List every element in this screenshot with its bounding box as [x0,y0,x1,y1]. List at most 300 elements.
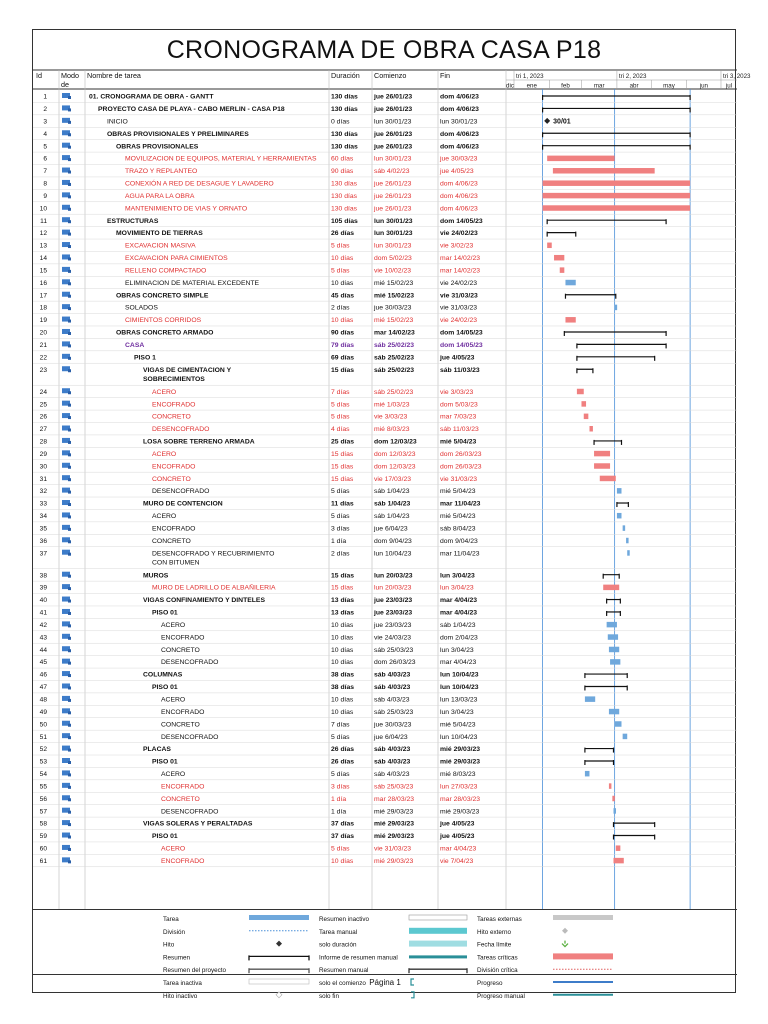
row-id: 42 [39,621,47,629]
task-mode-icon-arrow [68,320,71,323]
task-mode-icon-arrow [68,96,71,99]
task-name: VIGAS SOLERAS Y PERALTADAS [143,820,253,828]
header-mode: Modo [61,71,79,80]
task-end: dom 5/03/23 [440,401,478,409]
critical-task-bar [543,205,691,211]
task-duration: 7 días [331,388,350,396]
task-bar [617,488,622,494]
task-name: MURO DE LADRILLO DE ALBAÑILERIA [152,584,276,592]
task-mode-icon-arrow [68,404,71,407]
task-duration: 130 días [331,130,358,138]
task-end: vie 7/04/23 [440,857,474,865]
critical-task-bar [589,426,592,432]
task-duration: 10 días [331,621,354,629]
row-id: 12 [39,230,47,238]
task-end: mar 14/02/23 [440,267,481,275]
task-mode-icon-arrow [68,736,71,739]
row-id: 36 [39,537,47,545]
task-duration: 7 días [331,721,350,729]
task-start: dom 5/02/23 [374,255,412,263]
task-duration: 1 día [331,537,347,545]
task-name: ENCOFRADO [161,634,205,642]
task-duration: 10 días [331,708,354,716]
task-end: dom 4/06/23 [440,192,478,200]
row-id: 23 [39,366,47,374]
row-id: 15 [39,267,47,275]
task-start: sáb 4/03/23 [374,758,411,766]
task-duration: 15 días [331,584,354,592]
task-bar [613,808,616,814]
row-id: 21 [39,342,47,349]
task-start: dom 12/03/23 [374,463,416,471]
task-duration: 2 días [331,304,350,312]
task-end: vie 3/03/23 [440,388,474,396]
row-id: 8 [43,180,47,188]
task-name: PISO 01 [152,609,178,617]
task-name: OBRAS CONCRETO ARMADO [116,329,214,337]
legend-label-milestone: Hito [163,941,175,949]
task-start: mar 28/03/23 [374,795,415,803]
task-bar [609,647,619,653]
month-label: mar [593,82,605,90]
task-start: sáb 4/03/23 [374,696,410,704]
task-name: TRAZO Y REPLANTEO [125,168,198,176]
legend-label-finish-only: solo fin [319,992,339,1000]
task-duration: 10 días [331,255,354,263]
task-duration: 15 días [331,463,354,471]
row-id: 13 [39,242,47,250]
row-id: 44 [39,646,47,654]
task-end: mar 7/03/23 [440,413,477,421]
row-id: 45 [39,659,47,667]
task-mode-icon-arrow [68,233,71,236]
row-id: 20 [39,329,47,337]
task-duration: 130 días [331,205,358,213]
task-end: dom 4/06/23 [440,93,479,101]
row-id: 57 [39,808,47,816]
task-bar [609,709,619,715]
task-duration: 130 días [331,106,358,114]
task-duration: 5 días [331,845,350,853]
critical-task-bar [543,193,691,199]
task-start: jue 6/04/23 [374,733,408,741]
header-duration: Duración [331,71,360,80]
task-name: PISO 1 [134,354,156,362]
row-id: 30 [39,463,47,471]
task-start: mar 14/02/23 [374,329,415,337]
task-end: lun 30/01/23 [440,118,478,126]
task-mode-icon-arrow [68,416,71,419]
task-end: dom 4/06/23 [440,143,479,151]
task-duration: 130 días [331,93,358,101]
task-duration: 79 días [331,342,355,349]
critical-task-bar [584,414,589,420]
task-name: DESENCOFRADO Y RECUBRIMIENTO [152,550,275,558]
row-id: 19 [39,317,47,325]
task-name: ENCOFRADO [161,783,205,791]
task-name: VIGAS CONFINAMIENTO Y DINTELES [143,597,265,605]
task-start: jue 6/04/23 [374,525,408,533]
task-mode-icon-arrow [68,466,71,469]
task-duration: 1 día [331,808,347,816]
task-mode-icon-arrow [68,587,71,590]
critical-task-bar [553,168,655,174]
task-end: vie 24/02/23 [440,230,478,238]
task-duration: 10 días [331,646,354,654]
task-duration: 10 días [331,279,354,287]
task-start: sáb 25/03/23 [374,783,414,791]
row-id: 22 [39,354,47,362]
row-id: 4 [43,130,47,138]
task-end: dom 14/05/23 [440,217,483,225]
row-id: 5 [43,143,47,151]
task-end: mar 28/03/23 [440,795,481,803]
legend-swatch-inactive-milestone [276,992,282,998]
task-mode-icon-arrow [68,478,71,481]
month-label: abr [629,82,639,90]
task-mode-icon-arrow [68,491,71,494]
task-bar [565,280,575,286]
row-id: 18 [39,304,47,312]
task-start: jue 23/03/23 [374,609,413,617]
task-duration: 13 días [331,609,355,617]
legend-swatch-deadline [562,941,568,947]
task-start: jue 30/03/23 [374,304,412,312]
task-name: ACERO [161,771,186,779]
critical-task-bar [554,255,564,261]
task-mode-icon-arrow [68,108,71,111]
task-bar [627,550,630,556]
milestone-label: 30/01 [553,118,571,126]
quarter-label: tri 1, 2023 [516,73,544,80]
task-end: lun 3/04/23 [440,646,474,654]
task-duration: 130 días [331,143,358,151]
row-id: 40 [39,597,47,605]
task-name: MANTENIMIENTO DE VIAS Y ORNATO [125,205,248,213]
task-name: CONCRETO [152,537,191,545]
task-end: dom 26/03/23 [440,463,482,471]
task-duration: 0 días [331,118,350,126]
task-name: ENCOFRADO [161,708,205,716]
header-end: Fin [440,71,450,80]
task-start: lun 30/01/23 [374,242,412,250]
row-id: 6 [43,155,47,163]
task-end: dom 14/05/23 [440,342,483,349]
legend-label-manual-progress: Progreso manual [477,992,525,1000]
task-duration: 1 día [331,795,347,803]
task-start: mié 29/03/23 [374,833,415,841]
task-duration: 130 días [331,180,358,188]
legend-label-manual-summary: Resumen manual [319,967,369,975]
task-name: ENCOFRADO [152,525,196,533]
task-duration: 26 días [331,746,355,754]
task-mode-icon-arrow [68,860,71,863]
task-start: sáb 4/02/23 [374,168,410,176]
task-duration: 69 días [331,354,355,362]
task-name: CIMIENTOS CORRIDOS [125,317,202,325]
task-name: PLACAS [143,746,171,754]
task-end: vie 31/03/23 [440,304,478,312]
task-start: jue 30/03/23 [374,721,412,729]
task-name: CONCRETO [152,475,191,483]
task-mode-icon-arrow [68,761,71,764]
row-id: 28 [39,438,47,446]
task-duration: 60 días [331,155,354,163]
task-end: jue 4/05/23 [440,354,475,362]
task-duration: 90 días [331,329,355,337]
task-name: DESENCOFRADO [152,488,210,496]
task-duration: 2 días [331,550,350,558]
row-id: 27 [39,426,47,434]
task-start: mié 29/03/23 [374,820,415,828]
task-end: vie 3/02/23 [440,242,474,250]
task-duration: 105 días [331,217,358,225]
task-name: 01. CRONOGRAMA DE OBRA - GANTT [89,93,214,101]
task-end: sáb 1/04/23 [440,621,476,629]
task-name: MUROS [143,572,169,580]
task-duration: 26 días [331,758,355,766]
task-name: AGUA PARA LA OBRA [125,192,195,200]
task-mode-icon-arrow [68,540,71,543]
legend-swatch-inactive-summary [409,915,467,920]
row-id: 58 [39,820,47,828]
task-start: jue 26/01/23 [374,180,412,188]
task-start: lun 20/03/23 [374,584,412,592]
task-bar [585,696,595,702]
legend-label-critical: Tareas críticas [477,954,518,962]
critical-task-bar [565,317,575,323]
task-bar [617,513,622,519]
task-mode-icon-arrow [68,183,71,186]
task-name: LOSA SOBRE TERRENO ARMADA [143,438,255,446]
task-mode-icon-arrow [68,649,71,652]
critical-task-bar [594,451,610,457]
task-end: lun 10/04/23 [440,671,479,679]
task-mode-icon-arrow [68,332,71,335]
critical-task-bar [547,243,552,249]
task-name: PISO 01 [152,684,178,692]
task-mode-icon-arrow [68,295,71,298]
task-duration: 38 días [331,684,355,692]
critical-task-bar [581,401,586,407]
critical-task-bar [603,585,619,591]
row-id: 34 [39,513,47,521]
task-start: jue 26/01/23 [374,93,413,101]
legend-swatch-external-milestone [562,928,568,934]
task-mode-icon-arrow [68,749,71,752]
task-start: dom 12/03/23 [374,450,416,458]
row-id: 3 [43,118,47,126]
task-duration: 5 días [331,513,350,521]
task-start: sáb 25/02/23 [374,366,415,374]
task-duration: 5 días [331,242,350,250]
critical-task-bar [613,858,623,864]
task-end: vie 31/03/23 [440,475,478,483]
legend-label-deadline: Fecha límite [477,941,512,949]
task-name: ENCOFRADO [152,401,196,409]
task-name: ACERO [161,845,186,853]
task-start: mié 15/02/23 [374,279,414,287]
task-end: mié 29/03/23 [440,808,480,816]
critical-task-bar [600,476,616,482]
task-name: DESENCOFRADO [161,808,219,816]
row-id: 41 [39,609,47,617]
task-duration: 15 días [331,475,354,483]
critical-task-bar [547,156,614,162]
task-start: jue 26/01/23 [374,192,412,200]
task-end: dom 2/04/23 [440,634,478,642]
task-mode-icon-arrow [68,257,71,260]
task-mode-icon-arrow [68,133,71,136]
task-mode-icon-arrow [68,612,71,615]
task-start: dom 12/03/23 [374,438,417,446]
task-duration: 5 días [331,733,350,741]
task-end: mié 5/04/23 [440,721,476,729]
legend-swatch-critical [553,953,613,959]
task-end: mar 4/04/23 [440,609,478,617]
legend-swatch-task [249,915,309,920]
row-id: 9 [43,192,47,200]
task-name: ACERO [161,621,186,629]
task-name: RELLENO COMPACTADO [125,267,207,275]
task-end: lun 10/04/23 [440,684,479,692]
task-mode-icon-arrow [68,848,71,851]
task-end: lun 10/04/23 [440,733,478,741]
legend-swatch-milestone [276,941,282,947]
task-bar [623,525,626,531]
task-start: sáb 4/03/23 [374,746,411,754]
task-start: vie 24/03/23 [374,634,412,642]
task-start: jue 23/03/23 [374,621,412,629]
task-start: vie 31/03/23 [374,845,412,853]
task-mode-icon-arrow [68,208,71,211]
task-duration: 13 días [331,597,355,605]
legend-label-critical-split: División crítica [477,967,518,975]
task-name: SOLADOS [125,304,158,312]
task-end: lun 13/03/23 [440,696,478,704]
row-id: 35 [39,525,47,533]
critical-task-bar [543,180,691,186]
task-start: vie 10/02/23 [374,267,412,275]
task-start: lun 30/01/23 [374,230,413,238]
legend-label-inactive-summary: Resumen inactivo [319,916,370,923]
header-name: Nombre de tarea [87,71,141,80]
row-id: 29 [39,450,47,458]
task-start: sáb 4/03/23 [374,684,411,692]
task-end: mar 14/02/23 [440,255,481,263]
task-bar [623,734,628,740]
task-duration: 10 días [331,857,354,865]
task-mode-icon-arrow [68,171,71,174]
task-mode-icon-arrow [68,773,71,776]
task-duration: 5 días [331,771,350,779]
task-start: lun 30/01/23 [374,118,412,126]
legend-label-inactive-task: Tarea inactiva [163,980,202,987]
page-footer: Página 1 [369,978,401,987]
task-mode-icon-arrow [68,503,71,506]
task-name-line2: CON BITUMEN [152,559,200,567]
task-name: CASA [125,342,145,349]
task-mode-icon-arrow [68,553,71,556]
row-id: 26 [39,413,47,421]
task-end: dom 9/04/23 [440,537,478,545]
task-name: OBRAS CONCRETO SIMPLE [116,292,209,300]
task-name: OBRAS PROVISIONALES Y PRELIMINARES [107,130,249,138]
task-name: ACERO [161,696,186,704]
task-name: DESENCOFRADO [161,659,219,667]
task-name: ACERO [152,388,177,396]
header-start: Comienzo [374,71,407,80]
task-name-line2: SOBRECIMIENTOS [143,375,205,383]
task-duration: 37 días [331,820,355,828]
task-duration: 15 días [331,450,354,458]
task-bar [607,622,617,628]
task-mode-icon-arrow [68,798,71,801]
task-duration: 15 días [331,572,355,580]
task-duration: 10 días [331,659,354,667]
row-id: 31 [39,475,47,483]
row-id: 16 [39,279,47,287]
task-start: vie 3/03/23 [374,413,408,421]
task-name: ACERO [152,513,177,521]
row-id: 51 [39,733,47,741]
quarter-label: tri 2, 2023 [618,73,647,80]
legend-label-manual-task: Tarea manual [319,928,358,936]
task-duration: 15 días [331,366,355,374]
task-mode-icon-arrow [68,441,71,444]
task-name: OBRAS PROVISIONALES [116,143,199,151]
row-id: 60 [39,845,47,853]
task-name: ENCOFRADO [161,857,205,865]
task-start: sáb 4/03/23 [374,671,411,679]
task-bar [615,305,618,311]
task-mode-icon-arrow [68,624,71,627]
task-mode-icon-arrow [68,515,71,518]
task-end: vie 24/02/23 [440,317,478,325]
task-start: lun 30/01/23 [374,217,413,225]
footer-divider [33,974,737,975]
task-name: INICIO [107,118,128,126]
gantt-page [32,29,751,1000]
row-id: 14 [39,255,47,263]
task-start: lun 30/01/23 [374,155,412,163]
task-duration: 3 días [331,525,350,533]
row-id: 33 [39,500,47,508]
row-id: 32 [39,488,47,496]
task-name: EXCAVACION PARA CIMIENTOS [125,255,228,263]
task-name: CONCRETO [152,413,191,421]
task-start: sáb 25/02/23 [374,354,415,362]
row-id: 49 [39,708,47,716]
row-id: 56 [39,795,47,803]
row-id: 50 [39,721,47,729]
task-start: sáb 25/02/23 [374,342,415,349]
task-name: MURO DE CONTENCION [143,500,223,508]
row-id: 48 [39,696,47,704]
task-mode-icon-arrow [68,811,71,814]
task-mode-icon-arrow [68,357,71,360]
legend-swatch-duration-only [409,941,467,947]
task-mode-icon-arrow [68,220,71,223]
legend-label-project-summary: Resumen del proyecto [163,967,227,975]
row-id: 54 [39,771,47,779]
task-mode-icon-arrow [68,121,71,124]
task-name: ACERO [152,450,177,458]
critical-task-bar [609,783,612,789]
task-name: MOVILIZACION DE EQUIPOS, MATERIAL Y HERRAMIENTAS [125,155,317,163]
task-end: mié 29/03/23 [440,758,481,766]
task-duration: 10 días [331,634,354,642]
